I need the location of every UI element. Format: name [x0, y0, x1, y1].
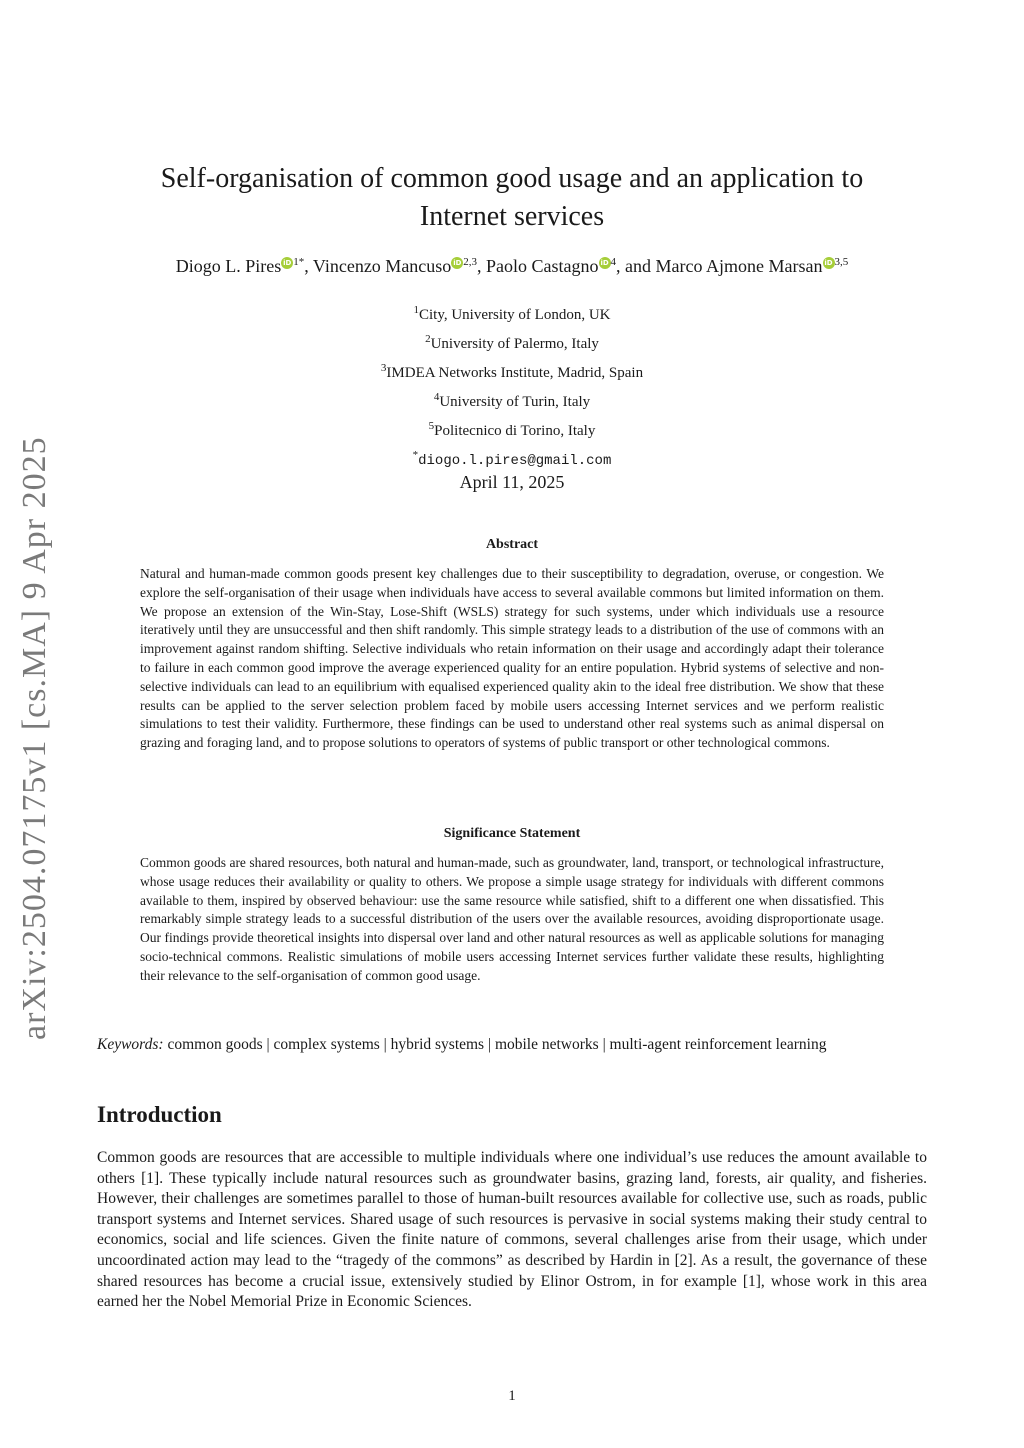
author-affil-sup: 2,3	[463, 256, 478, 268]
page-number: 1	[508, 1388, 516, 1404]
keywords	[97, 1034, 927, 1055]
affiliation: $^3$IMDEA Networks Institute, Madrid, Spain	[380, 362, 644, 381]
abstract-heading: Abstract	[485, 537, 539, 552]
email-link[interactable]: diogo.l.pires@gmail.com	[418, 453, 612, 469]
title-line-2: Internet services	[419, 201, 605, 232]
paper-title	[97, 160, 927, 236]
keywords-label: Keywords:	[97, 1036, 164, 1053]
orcid-icon[interactable]: iD	[824, 259, 833, 267]
keywords-list: common goods | complex systems | hybrid systems | mobile networks | multi-agent reinforcement learning	[167, 1036, 827, 1053]
significance-text: Common goods are shared resources, both natural and human-made, such as groundwater, land, transport, or technological infrastructure, whose usage reduces their availability or quality to others. We propose a simple usage strategy for individuals with different commons available to them, inspired by observed behaviour: use the same resource while satisfied, shift to a different one when dissatisfied. This remarkably simple strategy leads to a successful distribution of the users over the available resources, avoiding disproportionate usage. Our findings provide theoretical insights into dispersal over land and other natural resources as well as applicable solutions for managing socio-technical commons. Realistic simulations of mobile users accessing Internet services further validate these results, highlighting their relevance to the self-organisation of common good usage.	[140, 855, 884, 983]
author-affil-sup: 1*	[293, 256, 305, 268]
author-separator: ,	[304, 256, 313, 276]
author-affil-sup: 4	[610, 256, 617, 268]
author-name: Paolo Castagno	[486, 256, 599, 276]
intro-text: Common goods are resources that are accessible to multiple individuals where one individual’s use reduces the amount available to others [1]. These typically include natural resources such as groundwater basins, grazing land, forests, air quality, and fisheries. However, their challenges are sometimes parallel to those of human-built resources available for collective use, such as roads, public transport systems and Internet services. Shared usage of such resources is pervasive in social systems making their study central to economics, social and life sciences. Given the finite nature of commons, several challenges arise from their usage, which under uncoordinated action may lead to the “tragedy of the commons” as described by Hardin in [2]. As a result, the governance of these shared resources has become a crucial issue, extensively studied by Elinor Ostrom, in for example [1], whose work in this area earned her the Nobel Memorial Prize in Economic Sciences.	[97, 1149, 927, 1311]
orcid-icon[interactable]: iD	[283, 259, 292, 267]
author-name: Marco Ajmone Marsan	[655, 256, 823, 276]
author-list	[80, 256, 944, 277]
affiliation: $^4$University of Turin, Italy	[433, 391, 591, 410]
arxiv-identifier: arXiv:2504.07175v1 [cs.MA] 9 Apr 2025	[16, 436, 53, 1040]
author-name: Diogo L. Pires	[175, 256, 282, 276]
orcid-icon[interactable]: iD	[600, 259, 609, 267]
significance-heading: Significance Statement	[443, 826, 581, 841]
affiliation: $^2$University of Palermo, Italy	[425, 333, 599, 352]
abstract-text: Natural and human-made common goods present key challenges due to their susceptibility to degradation, overuse, or congestion. We explore the self-organisation of their usage when individuals have access to several available commons but limited information on them. We propose an extension of the Win-Stay, Lose-Shift (WSLS) strategy for such systems, under which individuals use a resource iteratively until they are unsuccessful and then shift randomly. This simple strategy leads to a distribution of the use of commons with an improvement against random shifting. Selective individuals who retain information on their usage and accordingly adapt their tolerance to failure in each common good improve the average experienced quality for an entire population. Hybrid systems of selective and non-selective individuals can lead to an equilibrium with equalised experienced quality akin to the ideal free distribution. We show that these results can be applied to the server selection problem faced by mobile users accessing Internet services and we perform realistic simulations to test their validity. Furthermore, these findings can be used to understand other real systems such as animal dispersal on grazing and foraging land, and to propose solutions to operators of systems of public transport or other technological commons.	[140, 566, 884, 751]
publication-date: April 11, 2025	[459, 472, 565, 492]
corresponding-email: *diogo.l.pires@gmail.com	[412, 449, 612, 469]
orcid-icon[interactable]: iD	[453, 259, 462, 267]
author-affil-sup: 3,5	[834, 256, 849, 268]
title-line-1: Self-organisation of common good usage and an application to	[160, 163, 864, 194]
author-separator: ,	[477, 256, 487, 276]
author-separator: , and	[616, 256, 656, 276]
affiliation: $^5$Politecnico di Torino, Italy	[428, 420, 596, 439]
author-name: Vincenzo Mancuso	[312, 256, 452, 276]
affiliation: $^1$City, University of London, UK	[413, 304, 611, 323]
affiliation-list	[0, 298, 1024, 473]
intro-heading: Introduction	[97, 1102, 222, 1127]
